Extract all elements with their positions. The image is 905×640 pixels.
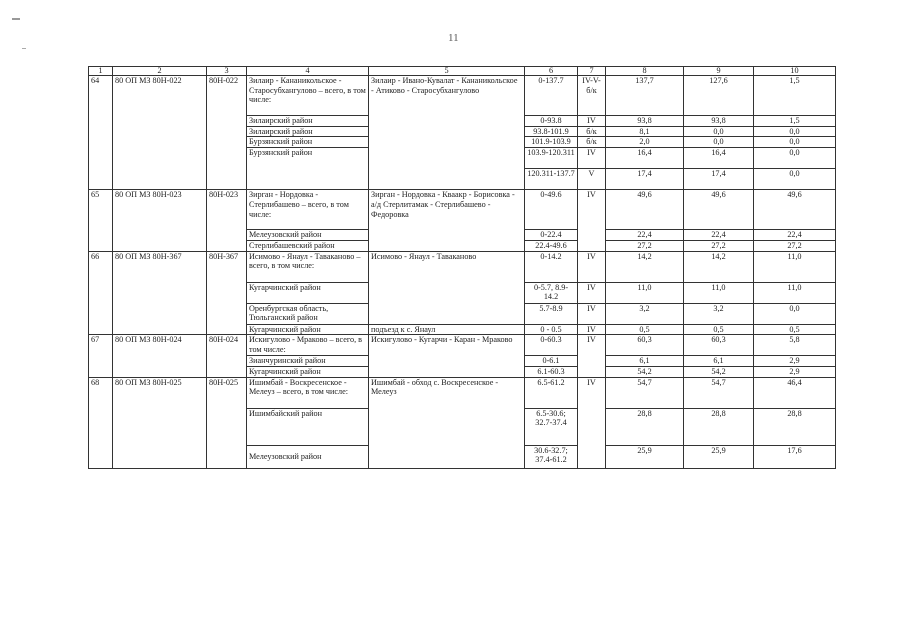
length-total: 6,1 [606, 356, 684, 367]
km: 5.7-8.9 [525, 303, 578, 324]
length-improved: 49,6 [754, 190, 836, 230]
column-header: 10 [754, 67, 836, 76]
column-header: 5 [369, 67, 525, 76]
column-header: 7 [578, 67, 606, 76]
district: Кугарчинский район [247, 282, 369, 303]
table-row [89, 335, 836, 356]
category: IV [578, 148, 606, 169]
length-total: 0,5 [606, 324, 684, 335]
length-improved: 0,0 [754, 148, 836, 169]
category: IV [578, 251, 606, 282]
length-improved: 11,0 [754, 282, 836, 303]
length-improved: 46,4 [754, 377, 836, 408]
km: 6.5-30.6; 32.7-37.4 [525, 408, 578, 445]
district: Мелеузовский район [247, 230, 369, 241]
length-total: 11,0 [606, 282, 684, 303]
column-header: 4 [247, 67, 369, 76]
length-total: 25,9 [606, 445, 684, 468]
length-hard: 6,1 [684, 356, 754, 367]
road-name: Искигулово - Мраково – всего, в том числе: [247, 335, 369, 356]
district: Кугарчинский район [247, 324, 369, 335]
length-total: 54,7 [606, 377, 684, 408]
district: Мелеузовский район [247, 445, 369, 468]
district: Зианчуринский район [247, 356, 369, 367]
road-code: 80 ОП МЗ 80Н-367 [113, 251, 207, 335]
length-improved: 22,4 [754, 230, 836, 241]
page-number: 11 [448, 32, 459, 44]
route: подъезд к с. Янаул [369, 324, 525, 335]
district: Кугарчинский район [247, 366, 369, 377]
table-row [89, 377, 836, 408]
scan-mark [12, 18, 20, 20]
column-header: 1 [89, 67, 113, 76]
length-improved: 0,0 [754, 137, 836, 148]
column-header: 3 [207, 67, 247, 76]
km: 22.4-49.6 [525, 240, 578, 251]
district: Оренбургская область, Тюльганский район [247, 303, 369, 324]
category: IV [578, 282, 606, 303]
table-row [89, 251, 836, 282]
header-row [89, 67, 836, 76]
district: Зилаирский район [247, 116, 369, 127]
km: 0-49.6 [525, 190, 578, 230]
road-short-code: 80Н-025 [207, 377, 247, 468]
category: IV-V-б/к [578, 76, 606, 116]
length-hard: 27,2 [684, 240, 754, 251]
category: IV [578, 377, 606, 468]
category: V [578, 169, 606, 190]
length-hard: 14,2 [684, 251, 754, 282]
length-total: 49,6 [606, 190, 684, 230]
length-hard: 0,5 [684, 324, 754, 335]
route: Зилаир - Ивано-Кувалат - Кананикольское - Атиково - Старосубхангулово [369, 76, 525, 190]
road-code: 80 ОП МЗ 80Н-022 [113, 76, 207, 190]
length-total: 17,4 [606, 169, 684, 190]
category: IV [578, 335, 606, 377]
length-hard: 54,7 [684, 377, 754, 408]
road-name: Ишимбай - Воскресенское - Мелеуз – всего, в том числе: [247, 377, 369, 408]
roads-table [88, 66, 836, 469]
road-code: 80 ОП МЗ 80Н-024 [113, 335, 207, 377]
length-total: 137,7 [606, 76, 684, 116]
length-improved: 5,8 [754, 335, 836, 356]
km: 103.9-120.311 [525, 148, 578, 169]
length-hard: 11,0 [684, 282, 754, 303]
length-improved: 0,0 [754, 303, 836, 324]
length-hard: 0,0 [684, 137, 754, 148]
road-code: 80 ОП МЗ 80Н-023 [113, 190, 207, 251]
length-improved: 2,9 [754, 366, 836, 377]
length-total: 28,8 [606, 408, 684, 445]
km: 0-137.7 [525, 76, 578, 116]
length-improved: 1,5 [754, 76, 836, 116]
category: б/к [578, 137, 606, 148]
category: б/к [578, 126, 606, 137]
length-hard: 127,6 [684, 76, 754, 116]
length-hard: 17,4 [684, 169, 754, 190]
km: 0 - 0.5 [525, 324, 578, 335]
length-improved: 11,0 [754, 251, 836, 282]
category: IV [578, 324, 606, 335]
road-name: Исимово - Янаул - Таваканово – всего, в том числе: [247, 251, 369, 282]
length-hard: 0,0 [684, 126, 754, 137]
road-short-code: 80Н-023 [207, 190, 247, 251]
km: 0-60.3 [525, 335, 578, 356]
km: 0-5.7, 8.9-14.2 [525, 282, 578, 303]
km: 6.5-61.2 [525, 377, 578, 408]
row-number: 67 [89, 335, 113, 377]
road-name: Зирган - Нордовка - Стерлибашево – всего, в том числе: [247, 190, 369, 230]
length-hard: 49,6 [684, 190, 754, 230]
length-hard: 28,8 [684, 408, 754, 445]
road-code: 80 ОП МЗ 80Н-025 [113, 377, 207, 468]
scan-mark [22, 48, 26, 49]
length-total: 16,4 [606, 148, 684, 169]
length-total: 3,2 [606, 303, 684, 324]
length-total: 22,4 [606, 230, 684, 241]
length-hard: 16,4 [684, 148, 754, 169]
km: 0-22.4 [525, 230, 578, 241]
length-improved: 0,5 [754, 324, 836, 335]
length-total: 27,2 [606, 240, 684, 251]
row-number: 65 [89, 190, 113, 251]
route: Исимово - Янаул - Таваканово [369, 251, 525, 324]
category: IV [578, 190, 606, 251]
length-total: 2,0 [606, 137, 684, 148]
km: 0-6.1 [525, 356, 578, 367]
district: Ишимбайский район [247, 408, 369, 445]
table-row [89, 76, 836, 116]
route: Ишимбай - обход с. Воскресенское - Мелеуз [369, 377, 525, 468]
length-hard: 22,4 [684, 230, 754, 241]
km: 0-93.8 [525, 116, 578, 127]
length-improved: 2,9 [754, 356, 836, 367]
row-number: 64 [89, 76, 113, 190]
length-improved: 0,0 [754, 169, 836, 190]
table-row [89, 190, 836, 230]
column-header: 6 [525, 67, 578, 76]
km: 101.9-103.9 [525, 137, 578, 148]
length-improved: 27,2 [754, 240, 836, 251]
length-improved: 28,8 [754, 408, 836, 445]
length-total: 14,2 [606, 251, 684, 282]
road-short-code: 80Н-367 [207, 251, 247, 335]
column-header: 9 [684, 67, 754, 76]
length-total: 93,8 [606, 116, 684, 127]
row-number: 66 [89, 251, 113, 335]
road-name: Зилаир - Кананикольское - Старосубхангулово – всего, в том числе: [247, 76, 369, 116]
district: Стерлибашевский район [247, 240, 369, 251]
length-hard: 93,8 [684, 116, 754, 127]
length-hard: 3,2 [684, 303, 754, 324]
km: 6.1-60.3 [525, 366, 578, 377]
km: 120.311-137.7 [525, 169, 578, 190]
length-hard: 54,2 [684, 366, 754, 377]
km: 30.6-32.7; 37.4-61.2 [525, 445, 578, 468]
route: Зирган - Нордовка - Кваакр - Борисовка - а/д Стерлитамак - Стерлибашево - Федоровка [369, 190, 525, 251]
length-total: 8,1 [606, 126, 684, 137]
district: Бурзянский район [247, 137, 369, 148]
district: Бурзянский район [247, 148, 369, 190]
category: IV [578, 116, 606, 127]
road-short-code: 80Н-022 [207, 76, 247, 190]
column-header: 8 [606, 67, 684, 76]
route: Искигулово - Кугарчи - Каран - Мраково [369, 335, 525, 377]
km: 93.8-101.9 [525, 126, 578, 137]
km: 0-14.2 [525, 251, 578, 282]
length-total: 60,3 [606, 335, 684, 356]
road-short-code: 80Н-024 [207, 335, 247, 377]
district: Зилаирский район [247, 126, 369, 137]
row-number: 68 [89, 377, 113, 468]
category: IV [578, 303, 606, 324]
length-hard: 25,9 [684, 445, 754, 468]
length-improved: 1,5 [754, 116, 836, 127]
length-total: 54,2 [606, 366, 684, 377]
column-header: 2 [113, 67, 207, 76]
length-improved: 17,6 [754, 445, 836, 468]
length-hard: 60,3 [684, 335, 754, 356]
length-improved: 0,0 [754, 126, 836, 137]
